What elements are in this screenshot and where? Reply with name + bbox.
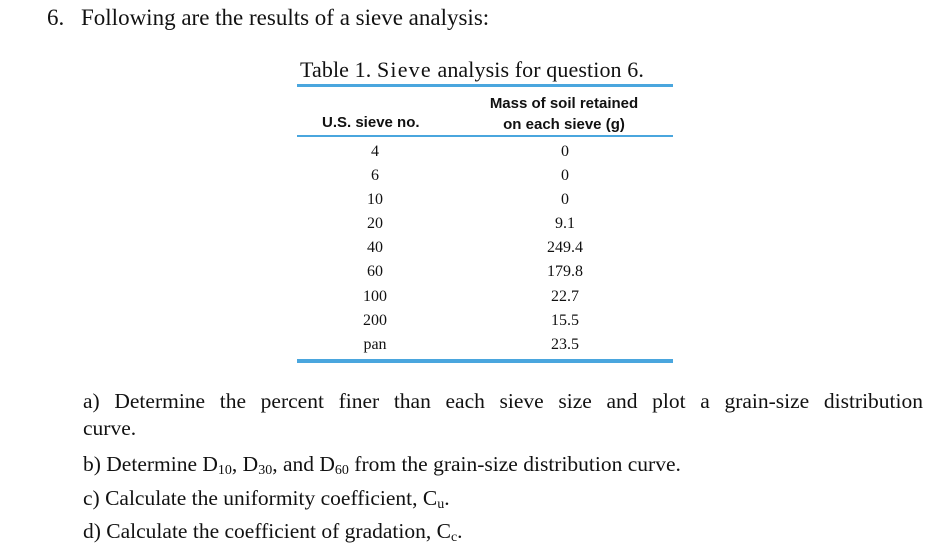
cell-mass: 0 (561, 143, 569, 160)
cell-sieve: pan (363, 335, 387, 353)
table-row (297, 141, 673, 165)
part-b-sub-d60: 60 (334, 463, 349, 478)
part-c (83, 486, 450, 511)
header-mass-line1: Mass of soil retained (489, 95, 639, 112)
cell-mass: 0 (561, 167, 569, 185)
cell-mass: 179.8 (547, 263, 583, 281)
cell-sieve: 40 (367, 239, 383, 257)
cell-sieve: 10 (367, 191, 383, 209)
part-c-post: . (444, 486, 450, 510)
header-sieve-no: U.S. sieve no. (322, 114, 420, 131)
part-b-mid1: , D (231, 452, 259, 476)
cell-mass: 15.5 (551, 311, 579, 329)
question-title (47, 5, 489, 31)
part-d-pre: d) Calculate the coefficient of gradation, C (83, 519, 451, 543)
table-row (297, 310, 673, 334)
cell-mass: 9.1 (555, 215, 575, 233)
cell-mass: 249.4 (547, 239, 583, 257)
cell-sieve: 6 (371, 167, 379, 185)
table-row (297, 261, 673, 285)
question-parts (83, 388, 923, 545)
cell-sieve: 100 (363, 287, 387, 305)
table-caption-prefix: Table 1. (300, 57, 372, 82)
table-header-rule (297, 135, 673, 137)
question-text: Following are the results of a sieve analysis: (81, 5, 490, 30)
cell-sieve: 4 (371, 143, 379, 160)
part-a-line2: curve. (83, 416, 137, 440)
cell-sieve: 20 (367, 215, 383, 233)
cell-mass: 23.5 (551, 335, 579, 353)
table-row (297, 334, 673, 358)
table-caption-word: Sieve (376, 57, 432, 82)
question-number: 6. (47, 5, 65, 30)
part-b (83, 452, 681, 477)
table-row (297, 237, 673, 261)
table-caption-rest: analysis for question 6. (437, 57, 644, 82)
header-mass-retained (480, 93, 648, 135)
part-c-sub: u (437, 497, 445, 512)
part-b-sub-d30: 30 (258, 463, 273, 478)
part-b-pre: b) Determine D (83, 452, 218, 476)
header-mass-line2: on each sieve (g) (503, 116, 625, 133)
part-b-mid2: , and D (272, 452, 335, 476)
table-bottom-rule (297, 359, 673, 363)
cell-mass: 0 (561, 191, 569, 209)
table-top-rule (297, 84, 673, 87)
cell-mass: 22.7 (551, 287, 579, 305)
part-d-sub: c (450, 530, 458, 545)
part-c-pre: c) Calculate the uniformity coefficient, C (83, 486, 438, 510)
table-body (297, 141, 673, 358)
part-d (83, 519, 463, 544)
part-a-line1: a) Determine the percent finer than each sieve size and plot a grain-size distribution (83, 389, 923, 413)
cell-sieve: 60 (367, 263, 383, 281)
table-row (297, 286, 673, 310)
table-caption (300, 57, 644, 83)
part-b-post: from the grain-size distribution curve. (348, 452, 681, 476)
table-row (297, 189, 673, 213)
cell-sieve: 200 (363, 311, 387, 329)
part-b-sub-d10: 10 (217, 463, 232, 478)
table-row (297, 213, 673, 237)
part-d-post: . (457, 519, 463, 543)
table-row (297, 165, 673, 189)
